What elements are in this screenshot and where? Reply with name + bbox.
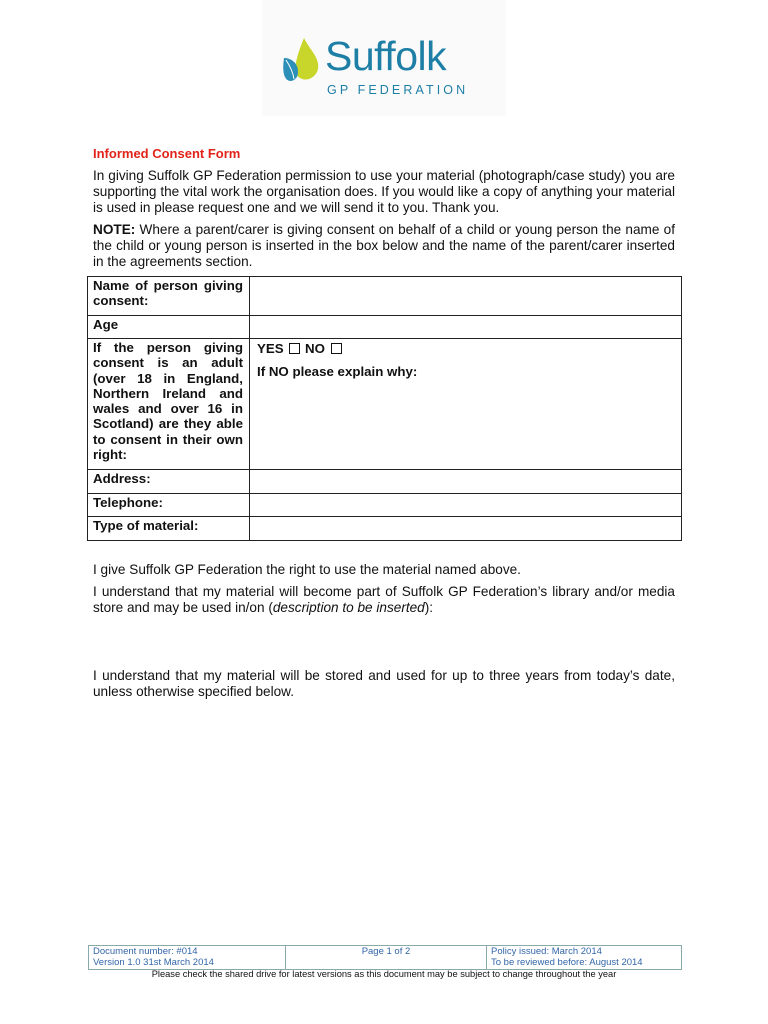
- age-label: Age: [88, 316, 250, 339]
- document-version: Version 1.0 31st March 2014: [93, 956, 214, 968]
- telephone-label: Telephone:: [88, 494, 250, 517]
- yes-no-options: [257, 341, 675, 356]
- agreement-storage-text: I understand that my material will be stored and used for up to three years from today’s date, unless otherwise specified below.: [93, 668, 675, 699]
- logo-brand-text: Suffolk: [325, 33, 447, 79]
- agreement-library-end: ):: [424, 600, 434, 615]
- table-row: [88, 517, 682, 541]
- form-title: Informed Consent Form: [93, 146, 241, 161]
- telephone-field[interactable]: [250, 494, 682, 517]
- name-label: Name of person giving consent:: [88, 277, 250, 316]
- agreement-right-text: I give Suffolk GP Federation the right to use the material named above.: [93, 562, 521, 577]
- table-row: [88, 277, 682, 316]
- document-number: Document number: #014: [93, 946, 198, 957]
- no-checkbox[interactable]: [331, 343, 342, 354]
- consent-capacity-field: [250, 339, 682, 470]
- table-row: [88, 339, 682, 470]
- address-label: Address:: [88, 470, 250, 494]
- explain-label: If NO please explain why:: [257, 364, 418, 380]
- yes-label: YES: [257, 341, 284, 356]
- age-field[interactable]: [250, 316, 682, 339]
- agreement-library-text: [93, 584, 675, 616]
- footer-note: Please check the shared drive for latest versions as this document may be subject to change throughout the year: [151, 969, 617, 979]
- name-field[interactable]: [250, 277, 682, 316]
- document-footer: [88, 945, 682, 970]
- note-label: NOTE:: [93, 222, 136, 237]
- form-intro: [93, 146, 675, 276]
- footer-row: [89, 946, 682, 970]
- consent-capacity-label: If the person giving consent is an adult (over 18 in England, Northern Ireland and wales and over 16 in Scotland) are they able to consent in their own right:: [88, 339, 250, 470]
- footer-policy-info: [487, 946, 682, 970]
- material-type-field[interactable]: [250, 517, 682, 541]
- review-date: To be reviewed before: August 2014: [491, 956, 643, 968]
- table-row: [88, 470, 682, 494]
- consent-details-table: [87, 276, 682, 541]
- yes-checkbox[interactable]: [289, 343, 300, 354]
- agreement-section: [93, 562, 675, 699]
- description-placeholder: description to be inserted: [272, 600, 425, 615]
- material-type-label: Type of material:: [88, 517, 250, 541]
- page-number: Page 1 of 2: [286, 946, 487, 970]
- intro-paragraph: In giving Suffolk GP Federation permission to use your material (photograph/case study) you are supporting the vital work the organisation does. If you would like a copy of anything your material is used in please request one and we will send it to you. Thank you.: [93, 168, 675, 215]
- table-row: [88, 494, 682, 517]
- note-paragraph: [93, 222, 675, 270]
- table-row: [88, 316, 682, 339]
- suffolk-gp-federation-logo: [262, 0, 506, 116]
- policy-issued: Policy issued: March 2014: [491, 946, 602, 957]
- note-text: Where a parent/carer is giving consent on behalf of a child or young person the name of the child or young person is inserted in the box below and the name of the parent/carer inserted in the agreements section.: [93, 222, 675, 269]
- leaf-logo-icon: [280, 36, 322, 82]
- no-label: NO: [305, 341, 325, 356]
- footer-document-info: [89, 946, 286, 970]
- address-field[interactable]: [250, 470, 682, 494]
- logo-subtitle-text: GP FEDERATION: [327, 83, 469, 97]
- agreement-library-start: I understand that my material will become part of Suffolk GP Federation’s library and/or media store and may be used in/on (: [93, 584, 675, 615]
